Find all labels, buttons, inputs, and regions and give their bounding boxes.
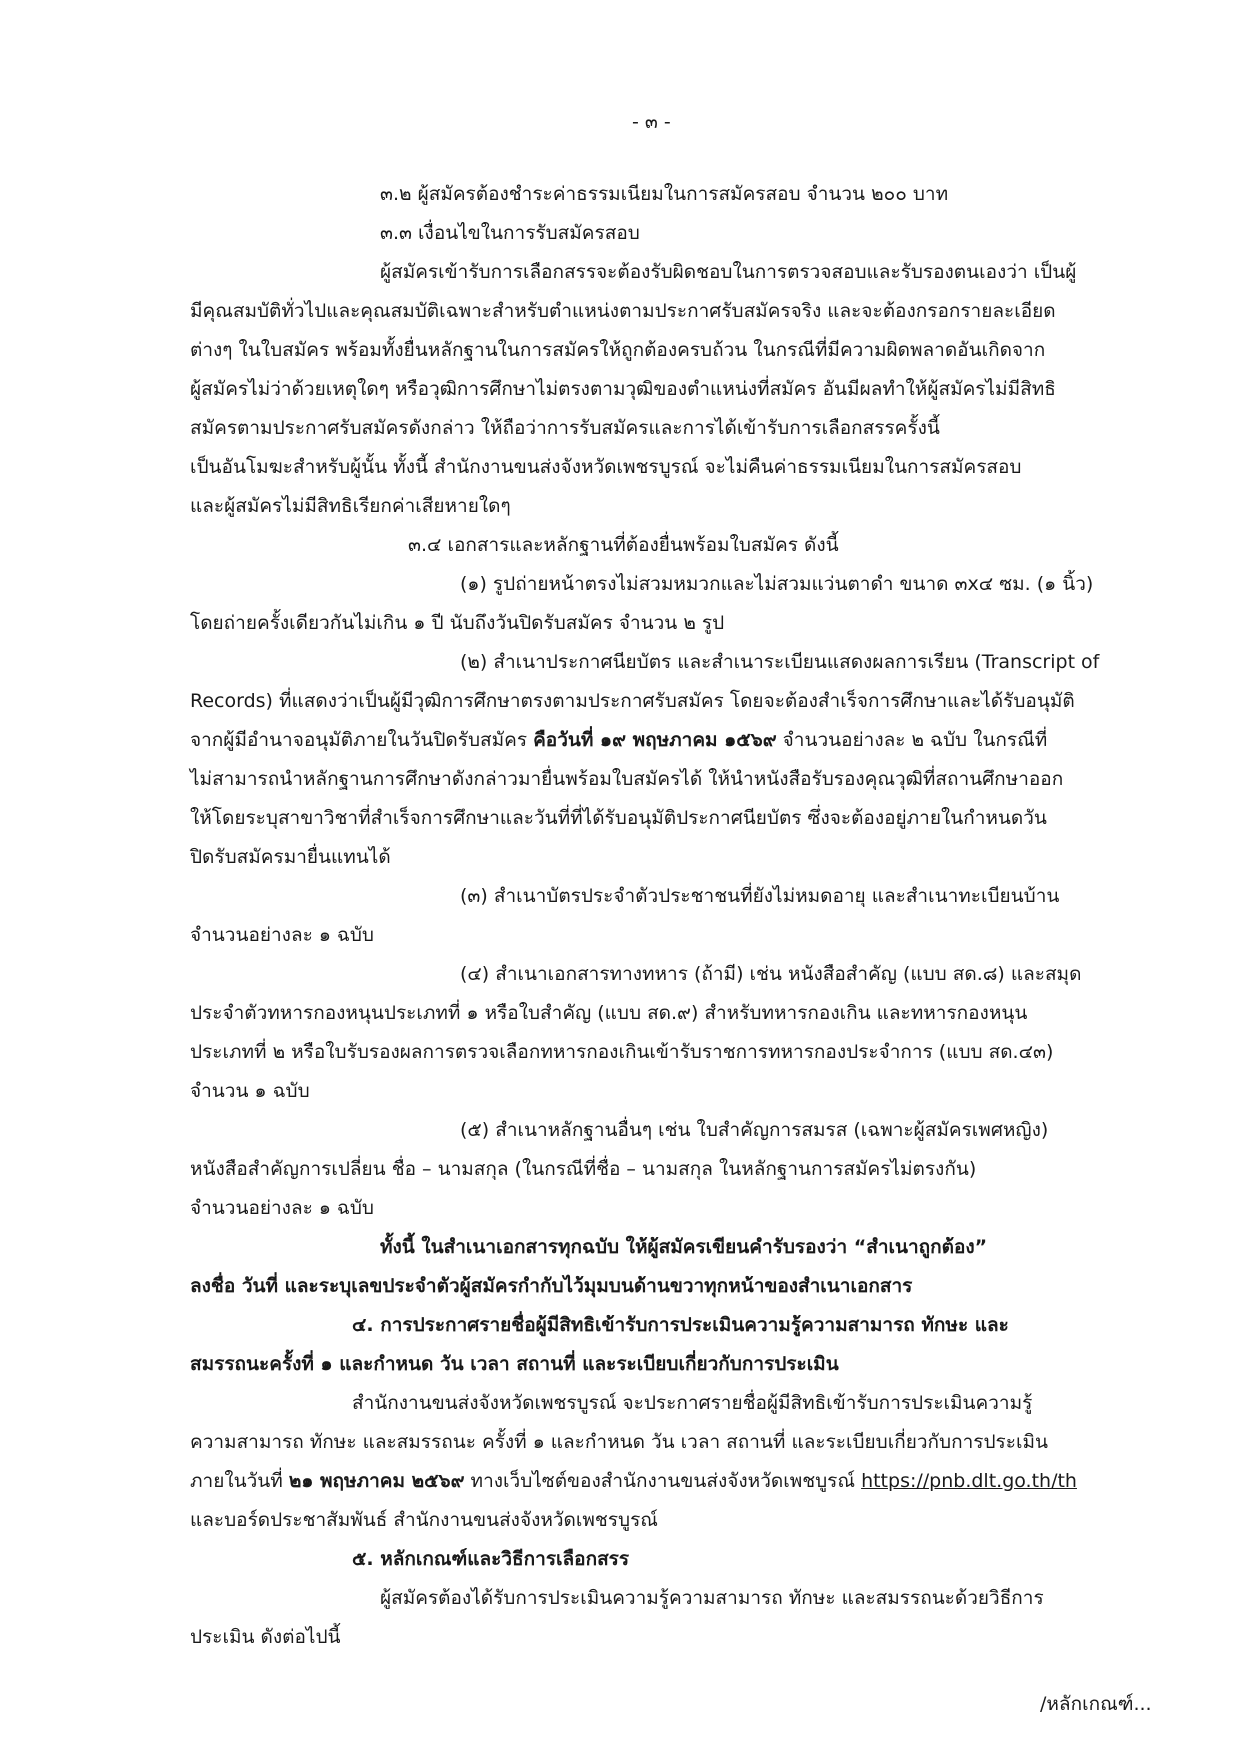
text-run: จำนวนอย่างละ ๒ ฉบับ ในกรณีที่ (776, 729, 1048, 751)
paragraph-line: ให้โดยระบุสาขาวิชาที่สำเร็จการศึกษาและวันที่ที่ได้รับอนุมัติประกาศนียบัตร ซึ่งจะต้องอยู่ภายในกำหนดวัน (190, 807, 1047, 829)
continuation-marker: /หลักเกณฑ์... (1040, 1693, 1152, 1715)
text-run: ทางเว็บไซต์ของสำนักงานขนส่งจังหวัดเพชบูรณ์ (464, 1470, 862, 1492)
text-run: ภายในวันที่ (190, 1470, 289, 1492)
paragraph-line: ประเมิน ดังต่อไปนี้ (190, 1626, 341, 1648)
paragraph-line: ผู้สมัครไม่ว่าด้วยเหตุใดๆ หรือวุฒิการศึกษาไม่ตรงตามวุฒิของตำแหน่งที่สมัคร อันมีผลทำให้ผู้สมัครไม่มีสิทธิ (190, 378, 1056, 400)
announcement-date: ๒๑ พฤษภาคม ๒๕๖๙ (288, 1470, 465, 1492)
item-2: (๒) สำเนาประกาศนียบัตร และสำเนาระเบียนแสดงผลการเรียน (Transcript of (460, 651, 1100, 673)
paragraph-line: มีคุณสมบัติทั่วไปและคุณสมบัติเฉพาะสำหรับตำแหน่งตามประกาศรับสมัครจริง และจะต้องกรอกรายละเอียด (190, 300, 1056, 322)
paragraph-line: ผู้สมัครต้องได้รับการประเมินความรู้ความสามารถ ทักษะ และสมรรถนะด้วยวิธีการ (380, 1587, 1044, 1609)
paragraph-line: จำนวนอย่างละ ๑ ฉบับ (190, 924, 374, 946)
paragraph-line (190, 726, 1047, 754)
page-number: - ๓ - (632, 111, 671, 133)
item-1: (๑) รูปถ่ายหน้าตรงไม่สวมหมวกและไม่สวมแว่นตาดำ ขนาด ๓x๔ ซม. (๑ นิ้ว) (460, 573, 1094, 595)
item-5: (๕) สำเนาหลักฐานอื่นๆ เช่น ใบสำคัญการสมรส (เฉพาะผู้สมัครเพศหญิง) (460, 1119, 1049, 1141)
section-4-heading: ๔. การประกาศรายชื่อผู้มีสิทธิเข้ารับการประเมินความรู้ความสามารถ ทักษะ และ (352, 1314, 1009, 1336)
section-5-heading: ๕. หลักเกณฑ์และวิธีการเลือกสรร (352, 1548, 630, 1570)
paragraph-line: จำนวนอย่างละ ๑ ฉบับ (190, 1197, 374, 1219)
paragraph-line: ผู้สมัครเข้ารับการเลือกสรรจะต้องรับผิดชอบในการตรวจสอบและรับรองตนเองว่า เป็นผู้ (380, 261, 1077, 283)
paragraph-line: Records) ที่แสดงว่าเป็นผู้มีวุฒิการศึกษาตรงตามประกาศรับสมัคร โดยจะต้องสำเร็จการศึกษาและได้รับอนุมัติ (190, 690, 1075, 712)
paragraph-line: ปิดรับสมัครมายื่นแทนได้ (190, 846, 391, 868)
paragraph-line: ประเภทที่ ๒ หรือใบรับรองผลการตรวจเลือกทหารกองเกินเข้ารับราชการทหารกองประจำการ (แบบ สด.๔๓) (190, 1041, 1054, 1063)
paragraph-line: และบอร์ดประชาสัมพันธ์ สำนักงานขนส่งจังหวัดเพชรบูรณ์ (190, 1509, 658, 1531)
item-3: (๓) สำเนาบัตรประจำตัวประชาชนที่ยังไม่หมดอายุ และสำเนาทะเบียนบ้าน (460, 885, 1060, 907)
deadline-date: คือวันที่ ๑๙ พฤษภาคม ๑๕๖๙ (533, 729, 777, 751)
certification-note: ลงชื่อ วันที่ และระบุเลขประจำตัวผู้สมัครกำกับไว้มุมบนด้านขวาทุกหน้าของสำเนาเอกสาร (190, 1275, 913, 1297)
paragraph-line: จำนวน ๑ ฉบับ (190, 1080, 310, 1102)
item-4: (๔) สำเนาเอกสารทางทหาร (ถ้ามี) เช่น หนังสือสำคัญ (แบบ สด.๘) และสมุด (460, 963, 1082, 985)
paragraph-line: ความสามารถ ทักษะ และสมรรถนะ ครั้งที่ ๑ และกำหนด วัน เวลา สถานที่ และระเบียบเกี่ยวกับการประเมิน (190, 1431, 1048, 1453)
paragraph-line: สำนักงานขนส่งจังหวัดเพชรบูรณ์ จะประกาศรายชื่อผู้มีสิทธิเข้ารับการประเมินความรู้ (352, 1392, 1033, 1414)
paragraph-line: และผู้สมัครไม่มีสิทธิเรียกค่าเสียหายใดๆ (190, 495, 511, 517)
paragraph-line: ต่างๆ ในใบสมัคร พร้อมทั้งยื่นหลักฐานในการสมัครให้ถูกต้องครบถ้วน ในกรณีที่มีความผิดพลาดอันเกิดจาก (190, 339, 1046, 361)
paragraph-line: ไม่สามารถนำหลักฐานการศึกษาดังกล่าวมายื่นพร้อมใบสมัครได้ ให้นำหนังสือรับรองคุณวุฒิที่สถานศึกษาออก (190, 768, 1064, 790)
paragraph-line: ประจำตัวทหารกองหนุนประเภทที่ ๑ หรือใบสำคัญ (แบบ สด.๙) สำหรับทหารกองเกิน และทหารกองหนุน (190, 1002, 1028, 1024)
section-3-2: ๓.๒ ผู้สมัครต้องชำระค่าธรรมเนียมในการสมัครสอบ จำนวน ๒๐๐ บาท (380, 183, 949, 205)
section-3-4: ๓.๔ เอกสารและหลักฐานที่ต้องยื่นพร้อมใบสมัคร ดังนี้ (408, 534, 839, 556)
text-run: จากผู้มีอำนาจอนุมัติภายในวันปิดรับสมัคร (190, 729, 534, 751)
paragraph-line: เป็นอันโมฆะสำหรับผู้นั้น ทั้งนี้ สำนักงานขนส่งจังหวัดเพชรบูรณ์ จะไม่คืนค่าธรรมเนียมในการสมัครสอบ (190, 456, 1022, 478)
paragraph-line: โดยถ่ายครั้งเดียวกันไม่เกิน ๑ ปี นับถึงวันปิดรับสมัคร จำนวน ๒ รูป (190, 612, 725, 634)
website-link[interactable]: https://pnb.dlt.go.th/th (861, 1470, 1077, 1492)
certification-note: ทั้งนี้ ในสำเนาเอกสารทุกฉบับ ให้ผู้สมัครเขียนคำรับรองว่า “สำเนาถูกต้อง” (380, 1236, 988, 1258)
section-3-3: ๓.๓ เงื่อนไขในการรับสมัครสอบ (380, 222, 640, 244)
section-4-heading: สมรรถนะครั้งที่ ๑ และกำหนด วัน เวลา สถานที่ และระเบียบเกี่ยวกับการประเมิน (190, 1353, 839, 1375)
paragraph-line (190, 1467, 1077, 1495)
paragraph-line: หนังสือสำคัญการเปลี่ยน ชื่อ – นามสกุล (ในกรณีที่ชื่อ – นามสกุล ในหลักฐานการสมัครไม่ตรงกัน) (190, 1158, 977, 1180)
paragraph-line: สมัครตามประกาศรับสมัครดังกล่าว ให้ถือว่าการรับสมัครและการได้เข้ารับการเลือกสรรครั้งนี้ (190, 417, 940, 439)
